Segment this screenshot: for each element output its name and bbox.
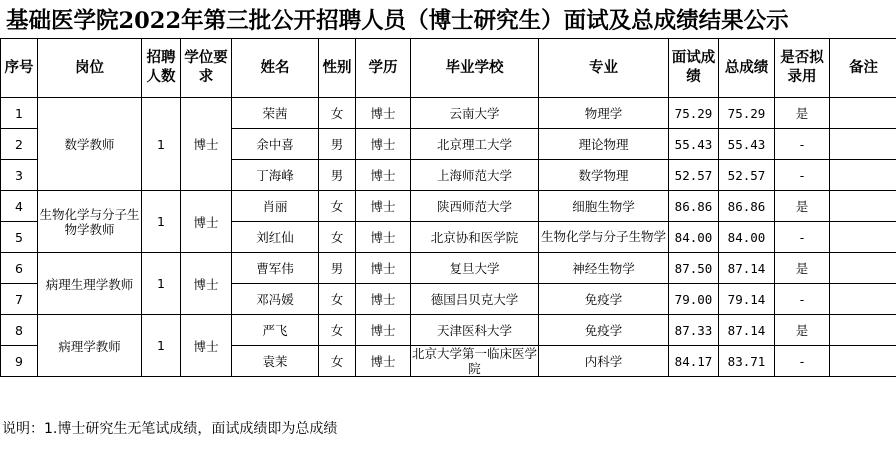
cell-total-score: 86.86	[719, 191, 775, 222]
cell-education: 博士	[356, 191, 411, 222]
cell-degree-req: 博士	[181, 98, 232, 191]
cell-total-score: 84.00	[719, 222, 775, 253]
table-row	[1, 98, 896, 129]
cell-school: 云南大学	[411, 98, 539, 129]
cell-name: 丁海峰	[232, 160, 319, 191]
cell-major: 物理学	[539, 98, 669, 129]
cell-seq: 7	[1, 284, 38, 315]
cell-school: 复旦大学	[411, 253, 539, 284]
cell-hire: 是	[775, 98, 830, 129]
cell-seq: 9	[1, 346, 38, 377]
cell-major: 神经生物学	[539, 253, 669, 284]
cell-major: 理论物理	[539, 129, 669, 160]
cell-interview-score: 52.57	[669, 160, 719, 191]
cell-degree-req: 博士	[181, 253, 232, 315]
cell-headcount: 1	[142, 253, 181, 315]
header-interview-score: 面试成绩	[669, 39, 719, 98]
cell-name: 肖丽	[232, 191, 319, 222]
cell-interview-score: 87.33	[669, 315, 719, 346]
cell-major: 细胞生物学	[539, 191, 669, 222]
cell-total-score: 87.14	[719, 253, 775, 284]
cell-seq: 2	[1, 129, 38, 160]
cell-major: 内科学	[539, 346, 669, 377]
header-degree-req: 学位要求	[181, 39, 232, 98]
cell-major: 免疫学	[539, 284, 669, 315]
cell-remarks	[830, 191, 896, 222]
cell-degree-req: 博士	[181, 315, 232, 377]
cell-hire: -	[775, 222, 830, 253]
cell-hire: 是	[775, 191, 830, 222]
cell-remarks	[830, 346, 896, 377]
cell-major: 免疫学	[539, 315, 669, 346]
cell-gender: 男	[319, 253, 356, 284]
cell-hire: -	[775, 284, 830, 315]
cell-name: 荣茜	[232, 98, 319, 129]
cell-school: 德国吕贝克大学	[411, 284, 539, 315]
cell-name: 袁茉	[232, 346, 319, 377]
cell-name: 余中喜	[232, 129, 319, 160]
cell-total-score: 52.57	[719, 160, 775, 191]
cell-name: 严飞	[232, 315, 319, 346]
cell-position: 数学教师	[38, 98, 142, 191]
cell-position: 生物化学与分子生物学教师	[38, 191, 142, 253]
cell-headcount: 1	[142, 191, 181, 253]
header-total-score: 总成绩	[719, 39, 775, 98]
header-school: 毕业学校	[411, 39, 539, 98]
cell-education: 博士	[356, 222, 411, 253]
cell-remarks	[830, 284, 896, 315]
header-headcount: 招聘人数	[142, 39, 181, 98]
cell-degree-req: 博士	[181, 191, 232, 253]
results-table	[0, 38, 896, 377]
cell-gender: 女	[319, 98, 356, 129]
cell-remarks	[830, 98, 896, 129]
cell-major: 生物化学与分子生物学	[539, 222, 669, 253]
cell-education: 博士	[356, 129, 411, 160]
cell-seq: 3	[1, 160, 38, 191]
cell-hire: -	[775, 129, 830, 160]
cell-seq: 6	[1, 253, 38, 284]
cell-hire: -	[775, 346, 830, 377]
cell-remarks	[830, 160, 896, 191]
cell-education: 博士	[356, 160, 411, 191]
cell-school: 北京理工大学	[411, 129, 539, 160]
cell-gender: 女	[319, 191, 356, 222]
cell-total-score: 55.43	[719, 129, 775, 160]
cell-remarks	[830, 253, 896, 284]
header-position: 岗位	[38, 39, 142, 98]
header-row	[1, 39, 896, 98]
table-row	[1, 191, 896, 222]
header-hire: 是否拟录用	[775, 39, 830, 98]
cell-interview-score: 86.86	[669, 191, 719, 222]
cell-hire: 是	[775, 253, 830, 284]
cell-school: 北京大学第一临床医学院	[411, 346, 537, 376]
cell-interview-score: 75.29	[669, 98, 719, 129]
header-remarks: 备注	[830, 39, 896, 98]
cell-name: 曹军伟	[232, 253, 319, 284]
cell-education: 博士	[356, 346, 411, 377]
cell-school: 陕西师范大学	[411, 191, 539, 222]
cell-hire: -	[775, 160, 830, 191]
cell-total-score: 83.71	[719, 346, 775, 377]
cell-total-score: 75.29	[719, 98, 775, 129]
cell-position: 病理生理学教师	[38, 253, 142, 315]
table-row	[1, 253, 896, 284]
cell-remarks	[830, 315, 896, 346]
cell-education: 博士	[356, 253, 411, 284]
cell-hire: 是	[775, 315, 830, 346]
cell-remarks	[830, 222, 896, 253]
cell-school: 北京协和医学院	[411, 222, 539, 253]
cell-name: 刘红仙	[232, 222, 319, 253]
cell-position: 病理学教师	[38, 315, 142, 377]
cell-school: 上海师范大学	[411, 160, 539, 191]
cell-total-score: 79.14	[719, 284, 775, 315]
cell-gender: 男	[319, 160, 356, 191]
table-row	[1, 315, 896, 346]
cell-gender: 男	[319, 129, 356, 160]
header-seq: 序号	[1, 39, 38, 98]
cell-total-score: 87.14	[719, 315, 775, 346]
cell-gender: 女	[319, 315, 356, 346]
cell-interview-score: 84.17	[669, 346, 719, 377]
cell-education: 博士	[356, 284, 411, 315]
footnote: 说明：1.博士研究生无笔试成绩，面试成绩即为总成绩	[2, 421, 338, 437]
cell-seq: 5	[1, 222, 38, 253]
cell-interview-score: 84.00	[669, 222, 719, 253]
cell-gender: 女	[319, 284, 356, 315]
cell-school: 天津医科大学	[411, 315, 539, 346]
cell-name: 邓冯媛	[232, 284, 319, 315]
cell-major: 数学物理	[539, 160, 669, 191]
cell-education: 博士	[356, 98, 411, 129]
cell-headcount: 1	[142, 98, 181, 191]
cell-headcount: 1	[142, 315, 181, 377]
cell-education: 博士	[356, 315, 411, 346]
cell-remarks	[830, 129, 896, 160]
cell-seq: 8	[1, 315, 38, 346]
cell-gender: 女	[319, 346, 356, 377]
cell-interview-score: 55.43	[669, 129, 719, 160]
header-gender: 性别	[319, 39, 356, 98]
cell-interview-score: 87.50	[669, 253, 719, 284]
header-major: 专业	[539, 39, 669, 98]
cell-seq: 4	[1, 191, 38, 222]
cell-interview-score: 79.00	[669, 284, 719, 315]
cell-gender: 女	[319, 222, 356, 253]
cell-seq: 1	[1, 98, 38, 129]
header-education: 学历	[356, 39, 411, 98]
header-name: 姓名	[232, 39, 319, 98]
page-title: 基础医学院2022年第三批公开招聘人员（博士研究生）面试及总成绩结果公示	[6, 8, 789, 34]
